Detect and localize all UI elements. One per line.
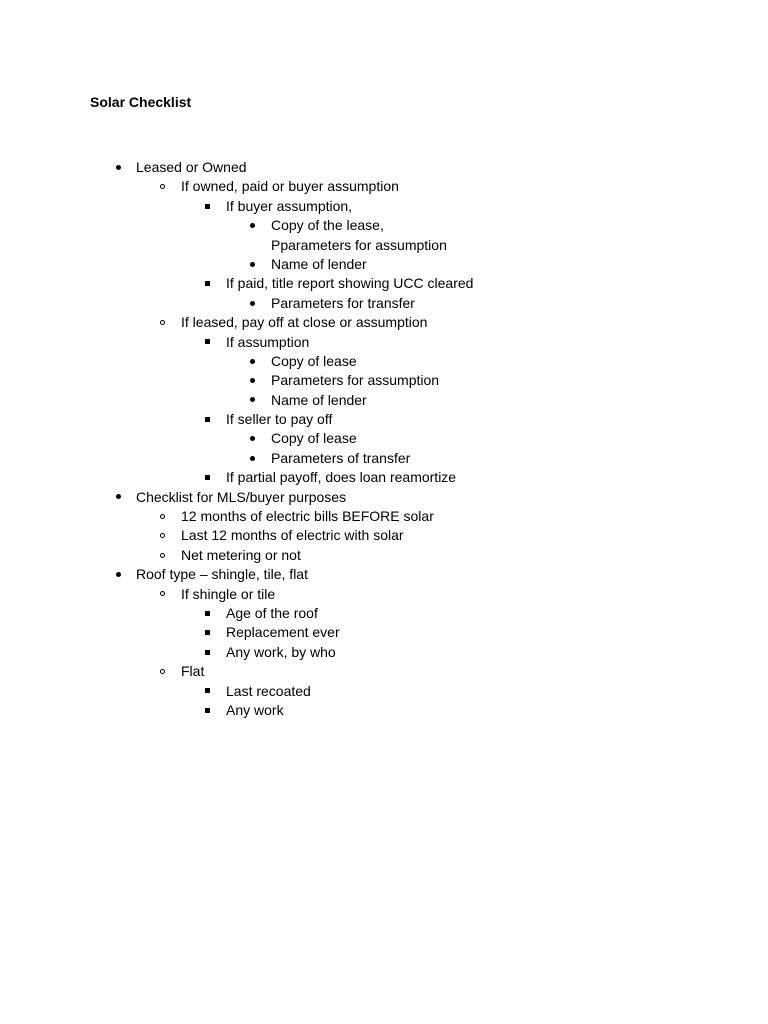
list-item bbox=[0, 701, 768, 720]
circle-bullet-icon bbox=[152, 507, 172, 526]
list-item-text: Parameters of transfer bbox=[271, 449, 411, 466]
list-item bbox=[0, 352, 768, 371]
circle-bullet-icon bbox=[152, 585, 172, 604]
disc-bullet-icon bbox=[108, 488, 128, 507]
square-bullet-icon bbox=[197, 701, 217, 720]
list-item-text: Age of the roof bbox=[226, 604, 318, 621]
list-item bbox=[0, 623, 768, 642]
disc-bullet-icon bbox=[242, 216, 262, 235]
list-item bbox=[0, 468, 768, 487]
list-item bbox=[0, 546, 768, 565]
list-item-text: If leased, pay off at close or assumption bbox=[181, 314, 428, 331]
list-item-text: Copy of the lease, bbox=[271, 217, 384, 234]
list-item-continuation bbox=[0, 236, 768, 255]
list-item bbox=[0, 488, 768, 507]
list-item-text: Checklist for MLS/buyer purposes bbox=[136, 488, 347, 505]
list-item-text: Name of lender bbox=[271, 391, 367, 408]
list-item bbox=[0, 604, 768, 623]
list-item bbox=[0, 565, 768, 584]
checklist bbox=[0, 158, 768, 720]
list-item-text: Replacement ever bbox=[226, 624, 340, 641]
square-bullet-icon bbox=[197, 197, 217, 216]
square-bullet-icon bbox=[197, 274, 217, 293]
square-bullet-icon bbox=[197, 623, 217, 642]
disc-bullet-icon bbox=[242, 294, 262, 313]
square-bullet-icon bbox=[197, 468, 217, 487]
disc-bullet-icon bbox=[108, 158, 128, 177]
list-item-text: 12 months of electric bills BEFORE solar bbox=[181, 508, 434, 525]
list-item bbox=[0, 197, 768, 216]
list-item bbox=[0, 313, 768, 332]
list-item bbox=[0, 274, 768, 293]
list-item-text: Roof type – shingle, tile, flat bbox=[136, 566, 308, 583]
disc-bullet-icon bbox=[242, 371, 262, 390]
list-item bbox=[0, 449, 768, 468]
square-bullet-icon bbox=[197, 410, 217, 429]
list-item bbox=[0, 177, 768, 196]
disc-bullet-icon bbox=[242, 255, 262, 274]
list-item bbox=[0, 410, 768, 429]
list-item bbox=[0, 662, 768, 681]
list-item-text: Copy of lease bbox=[271, 430, 357, 447]
square-bullet-icon bbox=[197, 643, 217, 662]
list-item-text: Last recoated bbox=[226, 682, 311, 699]
list-item-text: If assumption bbox=[226, 333, 310, 350]
list-item bbox=[0, 255, 768, 274]
list-item-text: If shingle or tile bbox=[181, 585, 276, 602]
list-item-text: Leased or Owned bbox=[136, 159, 247, 175]
list-item bbox=[0, 158, 768, 177]
list-item-text: If partial payoff, does loan reamortize bbox=[226, 469, 457, 486]
list-item bbox=[0, 526, 768, 545]
list-item-text: If seller to pay off bbox=[226, 411, 333, 428]
list-item bbox=[0, 643, 768, 662]
square-bullet-icon bbox=[197, 604, 217, 623]
list-item bbox=[0, 216, 768, 235]
list-item bbox=[0, 371, 768, 390]
list-item-text: Net metering or not bbox=[181, 546, 301, 563]
list-item bbox=[0, 391, 768, 410]
disc-bullet-icon bbox=[242, 449, 262, 468]
list-item-text: If paid, title report showing UCC cleared bbox=[226, 275, 474, 292]
square-bullet-icon bbox=[197, 682, 217, 701]
page-title: Solar Checklist bbox=[90, 94, 192, 110]
list-item-text: Parameters for transfer bbox=[271, 294, 415, 311]
list-item bbox=[0, 429, 768, 448]
square-bullet-icon bbox=[197, 333, 217, 352]
list-item bbox=[0, 585, 768, 604]
list-item bbox=[0, 294, 768, 313]
list-item-text: Any work, by who bbox=[226, 643, 336, 660]
disc-bullet-icon bbox=[108, 565, 128, 584]
list-item-text: Last 12 months of electric with solar bbox=[181, 527, 404, 544]
circle-bullet-icon bbox=[152, 546, 172, 565]
list-item-text: If owned, paid or buyer assumption bbox=[181, 178, 399, 195]
list-item bbox=[0, 333, 768, 352]
list-item-text: If buyer assumption, bbox=[226, 197, 353, 214]
list-item-text: Pparameters for assumption bbox=[271, 236, 447, 253]
disc-bullet-icon bbox=[242, 352, 262, 371]
disc-bullet-icon bbox=[242, 429, 262, 448]
list-item-text: Parameters for assumption bbox=[271, 372, 440, 389]
list-item bbox=[0, 507, 768, 526]
list-item-text: Any work bbox=[226, 701, 284, 718]
list-item-text: Copy of lease bbox=[271, 352, 357, 369]
list-item bbox=[0, 682, 768, 701]
disc-bullet-icon bbox=[242, 391, 262, 410]
circle-bullet-icon bbox=[152, 662, 172, 681]
circle-bullet-icon bbox=[152, 177, 172, 196]
list-item-text: Name of lender bbox=[271, 255, 367, 272]
circle-bullet-icon bbox=[152, 313, 172, 332]
circle-bullet-icon bbox=[152, 526, 172, 545]
list-item-text: Flat bbox=[181, 663, 205, 680]
